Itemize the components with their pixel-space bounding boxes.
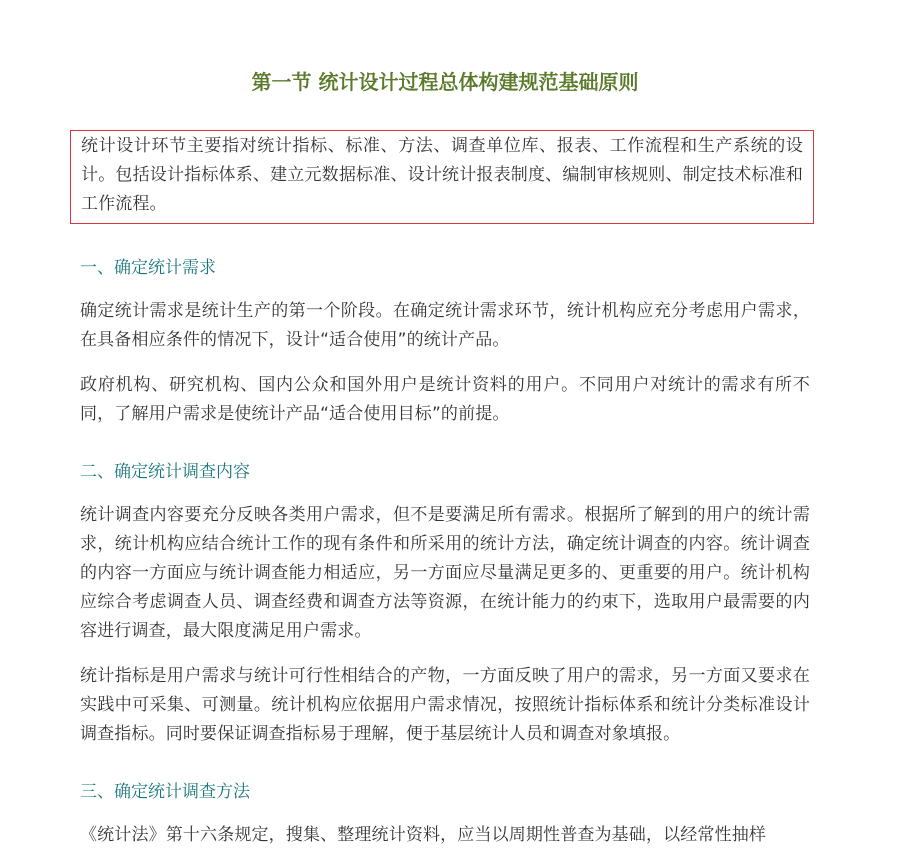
section-determine-content	[80, 459, 810, 749]
section-heading: 三、确定统计调查方法	[80, 782, 250, 802]
chapter-title	[80, 52, 810, 92]
highlighted-intro-box	[70, 130, 814, 224]
section-determine-needs	[80, 255, 810, 429]
section-paragraph: 政府机构、研究机构、国内公众和国外用户是统计资料的用户。不同用户对统计的需求有所不同，了解用户需求是使统计产品“适合使用目标”的前提。	[80, 375, 810, 424]
section-paragraph: 《统计法》第十六条规定，搜集、整理统计资料，应当以周期性普查为基础，以经常性抽样	[80, 825, 766, 845]
intro-paragraph: 统计设计环节主要指对统计指标、标准、方法、调查单位库、报表、工作流程和生产系统的设计。包括设计指标体系、建立元数据标准、设计统计报表制度、编制审核规则、制定技术标准和工作流程。	[81, 136, 803, 214]
section-heading: 二、确定统计调查内容	[80, 462, 250, 482]
section-determine-method	[80, 779, 810, 850]
section-heading: 一、确定统计需求	[80, 258, 216, 278]
chapter-title-text: 第一节 统计设计过程总体构建规范基础原则	[251, 70, 639, 92]
section-paragraph: 统计指标是用户需求与统计可行性相结合的产物，一方面反映了用户的需求，另一方面又要求在实践中可采集、可测量。统计机构应依据用户需求情况，按照统计指标体系和统计分类标准设计调查指标。同时要保证调查指标易于理解，便于基层统计人员和调查对象填报。	[80, 666, 810, 744]
document-content	[80, 130, 810, 858]
section-paragraph: 统计调查内容要充分反映各类用户需求，但不是要满足所有需求。根据所了解到的用户的统计需求，统计机构应结合统计工作的现有条件和所采用的统计方法，确定统计调查的内容。统计调查的内容一方面应与统计调查能力相适应，另一方面应尽量满足更多的、更重要的用户。统计机构应综合考虑调查人员、调查经费和调查方法等资源，在统计能力的约束下，选取用户最需要的内容进行调查，最大限度满足用户需求。	[80, 505, 810, 641]
section-paragraph: 确定统计需求是统计生产的第一个阶段。在确定统计需求环节，统计机构应充分考虑用户需求，在具备相应条件的情况下，设计“适合使用”的统计产品。	[80, 301, 810, 350]
